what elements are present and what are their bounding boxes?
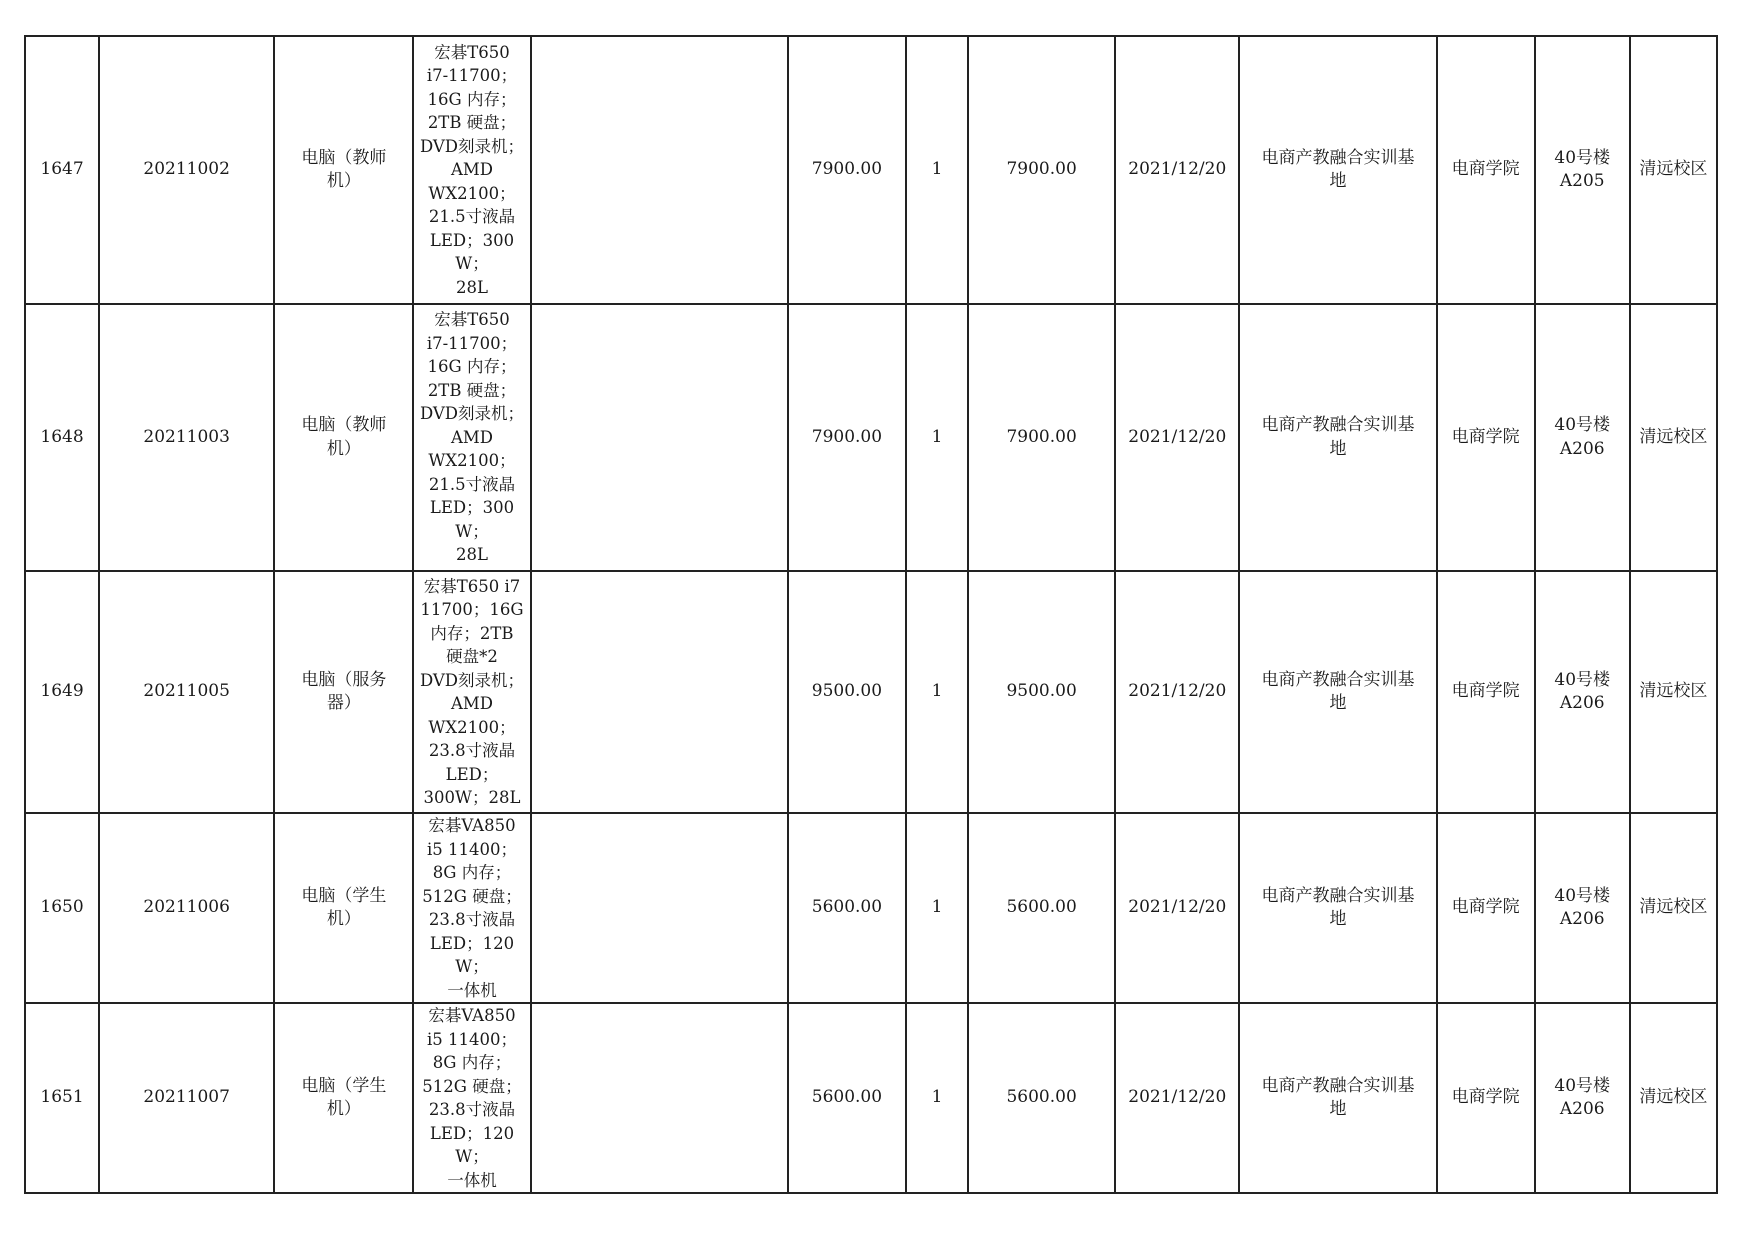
name-cell: 电脑（服务 器） [274,571,413,813]
unit-price-cell: 7900.00 [788,36,906,304]
note-cell [531,36,788,304]
project-cell: 电商产教融合实训基 地 [1239,571,1436,813]
asset-no-cell: 20211006 [99,813,274,1003]
date-cell: 2021/12/20 [1115,571,1239,813]
date-cell: 2021/12/20 [1115,304,1239,571]
spec-cell: 宏碁VA850 i5 11400； 8G 内存； 512G 硬盘； 23.8寸液晶 LED；120W； 一体机 [413,1003,530,1193]
dept-cell: 电商学院 [1437,36,1535,304]
location-cell: 40号楼 A206 [1535,571,1630,813]
name-cell: 电脑（学生 机） [274,1003,413,1193]
amount-cell: 5600.00 [968,1003,1115,1193]
asset-no-cell: 20211003 [99,304,274,571]
campus-cell: 清远校区 [1630,571,1717,813]
qty-cell: 1 [906,304,968,571]
date-cell: 2021/12/20 [1115,36,1239,304]
dept-cell: 电商学院 [1437,813,1535,1003]
qty-cell: 1 [906,1003,968,1193]
table-row [25,36,1717,304]
unit-price-cell: 7900.00 [788,304,906,571]
note-cell [531,1003,788,1193]
table-row [25,571,1717,813]
note-cell [531,813,788,1003]
date-cell: 2021/12/20 [1115,1003,1239,1193]
name-cell: 电脑（学生 机） [274,813,413,1003]
project-cell: 电商产教融合实训基 地 [1239,813,1436,1003]
location-cell: 40号楼 A206 [1535,1003,1630,1193]
unit-price-cell: 5600.00 [788,1003,906,1193]
amount-cell: 9500.00 [968,571,1115,813]
name-cell: 电脑（教师 机） [274,36,413,304]
amount-cell: 7900.00 [968,304,1115,571]
dept-cell: 电商学院 [1437,571,1535,813]
note-cell [531,304,788,571]
dept-cell: 电商学院 [1437,304,1535,571]
seq-cell: 1648 [25,304,99,571]
unit-price-cell: 9500.00 [788,571,906,813]
asset-no-cell: 20211007 [99,1003,274,1193]
asset-no-cell: 20211005 [99,571,274,813]
name-cell: 电脑（教师 机） [274,304,413,571]
project-cell: 电商产教融合实训基 地 [1239,1003,1436,1193]
seq-cell: 1650 [25,813,99,1003]
amount-cell: 5600.00 [968,813,1115,1003]
unit-price-cell: 5600.00 [788,813,906,1003]
seq-cell: 1647 [25,36,99,304]
project-cell: 电商产教融合实训基 地 [1239,36,1436,304]
note-cell [531,571,788,813]
spec-cell: 宏碁T650 i7-11700； 16G 内存； 2TB 硬盘； DVD刻录机； AMD WX2100； 21.5寸液晶 LED；300W； 28L [413,304,530,571]
location-cell: 40号楼 A206 [1535,813,1630,1003]
asset-table [24,35,1718,1194]
campus-cell: 清远校区 [1630,36,1717,304]
table-row [25,1003,1717,1193]
asset-no-cell: 20211002 [99,36,274,304]
campus-cell: 清远校区 [1630,304,1717,571]
location-cell: 40号楼 A205 [1535,36,1630,304]
spec-cell: 宏碁VA850 i5 11400； 8G 内存； 512G 硬盘； 23.8寸液晶 LED；120W； 一体机 [413,813,530,1003]
spec-cell: 宏碁T650 i7-11700； 16G 内存； 2TB 硬盘； DVD刻录机； AMD WX2100； 21.5寸液晶 LED；300W； 28L [413,36,530,304]
location-cell: 40号楼 A206 [1535,304,1630,571]
table-row [25,304,1717,571]
campus-cell: 清远校区 [1630,1003,1717,1193]
qty-cell: 1 [906,813,968,1003]
table-row [25,813,1717,1003]
dept-cell: 电商学院 [1437,1003,1535,1193]
campus-cell: 清远校区 [1630,813,1717,1003]
seq-cell: 1649 [25,571,99,813]
seq-cell: 1651 [25,1003,99,1193]
project-cell: 电商产教融合实训基 地 [1239,304,1436,571]
qty-cell: 1 [906,571,968,813]
date-cell: 2021/12/20 [1115,813,1239,1003]
spec-cell: 宏碁T650 i7 11700；16G 内存；2TB 硬盘*2 DVD刻录机； AMD WX2100； 23.8寸液晶 LED； 300W；28L [413,571,530,813]
qty-cell: 1 [906,36,968,304]
amount-cell: 7900.00 [968,36,1115,304]
